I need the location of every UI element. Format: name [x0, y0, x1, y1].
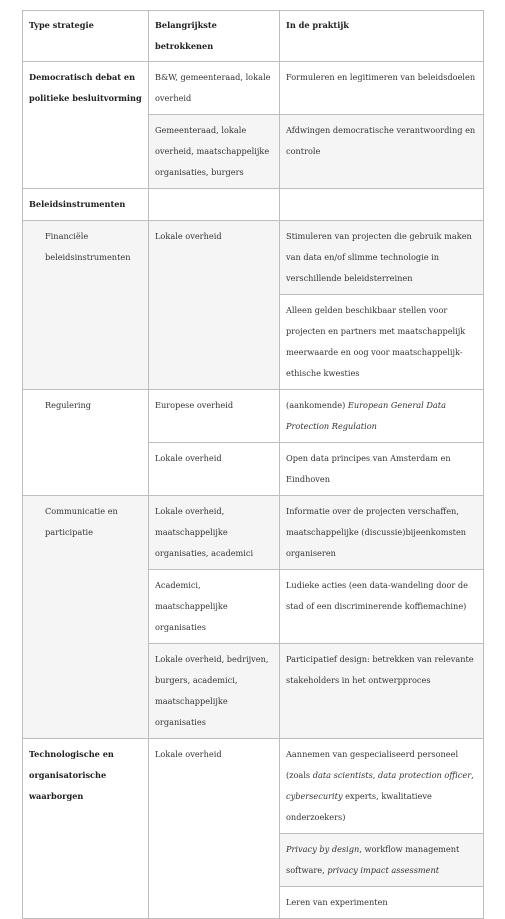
header-betrokkenen: Belangrijkste betrokkenen — [149, 11, 280, 62]
practice-text: experts, kwalitatieve onderzoekers) — [286, 791, 432, 822]
strategy-table — [22, 10, 484, 919]
practice-emphasis: data scientists — [312, 770, 373, 780]
practice-cell: Participatief design: betrekken van relevante stakeholders in het ontwerpproces — [280, 644, 484, 739]
stakeholders-cell — [149, 189, 280, 221]
practice-text: (aankomende) — [286, 400, 348, 410]
practice-emphasis: European General Data Protection Regulation — [286, 400, 446, 431]
practice-cell: Leren van experimenten — [280, 887, 484, 919]
practice-cell: Ludieke acties (een data-wandeling door de stad of een discriminerende koffiemachine) — [280, 570, 484, 644]
stakeholders-cell: Lokale overheid, bedrijven, burgers, academici, maatschappelijke organisaties — [149, 644, 280, 739]
stakeholders-cell: Academici, maatschappelijke organisaties — [149, 570, 280, 644]
practice-text: , — [471, 770, 474, 780]
header-type-strategie: Type strategie — [23, 11, 149, 62]
stakeholders-cell: Lokale overheid — [149, 221, 280, 390]
strategy-cell: Beleidsinstrumenten — [23, 189, 149, 221]
practice-emphasis: cybersecurity — [286, 791, 343, 801]
stakeholders-cell: Lokale overheid, maatschappelijke organisaties, academici — [149, 496, 280, 570]
practice-text: , workflow management software, — [286, 844, 460, 875]
strategy-cell: Technologische en organisatorische waarborgen — [23, 739, 149, 919]
practice-cell — [280, 739, 484, 834]
practice-cell — [280, 189, 484, 221]
practice-emphasis: privacy impact assessment — [327, 865, 440, 875]
header-in-de-praktijk: In de praktijk — [280, 11, 484, 62]
practice-cell — [280, 390, 484, 443]
practice-cell: Stimuleren van projecten die gebruik maken van data en/of slimme technologie in verschillende beleidsterreinen — [280, 221, 484, 295]
practice-emphasis: data protection officer — [378, 770, 472, 780]
table-row — [23, 496, 484, 570]
table-header-row — [23, 11, 484, 62]
stakeholders-cell: Gemeenteraad, lokale overheid, maatschappelijke organisaties, burgers — [149, 115, 280, 189]
practice-text: , — [372, 770, 378, 780]
strategy-cell: Communicatie en participatie — [23, 496, 149, 739]
table-row — [23, 221, 484, 295]
practice-cell: Afdwingen democratische verantwoording en controle — [280, 115, 484, 189]
practice-emphasis: Privacy by design — [286, 844, 360, 854]
practice-cell: Informatie over de projecten verschaffen, maatschappelijke (discussie)bijeenkomsten organiseren — [280, 496, 484, 570]
table-row — [23, 62, 484, 115]
strategy-cell: Democratisch debat en politieke besluitvorming — [23, 62, 149, 189]
strategy-cell: Financiële beleidsinstrumenten — [23, 221, 149, 390]
practice-text: Aannemen van gespecialiseerd personeel (zoals — [286, 749, 459, 780]
practice-cell: Formuleren en legitimeren van beleidsdoelen — [280, 62, 484, 115]
stakeholders-cell: B&W, gemeenteraad, lokale overheid — [149, 62, 280, 115]
practice-cell: Open data principes van Amsterdam en Eindhoven — [280, 443, 484, 496]
strategy-cell: Regulering — [23, 390, 149, 496]
stakeholders-cell: Europese overheid — [149, 390, 280, 443]
practice-cell: Alleen gelden beschikbaar stellen voor projecten en partners met maatschappelijk meerwaarde en oog voor maatschappelijk-ethische kwesties — [280, 295, 484, 390]
table-row — [23, 189, 484, 221]
stakeholders-cell: Lokale overheid — [149, 443, 280, 496]
table-row — [23, 739, 484, 834]
practice-cell — [280, 834, 484, 887]
stakeholders-cell: Lokale overheid — [149, 739, 280, 919]
table-row — [23, 390, 484, 443]
